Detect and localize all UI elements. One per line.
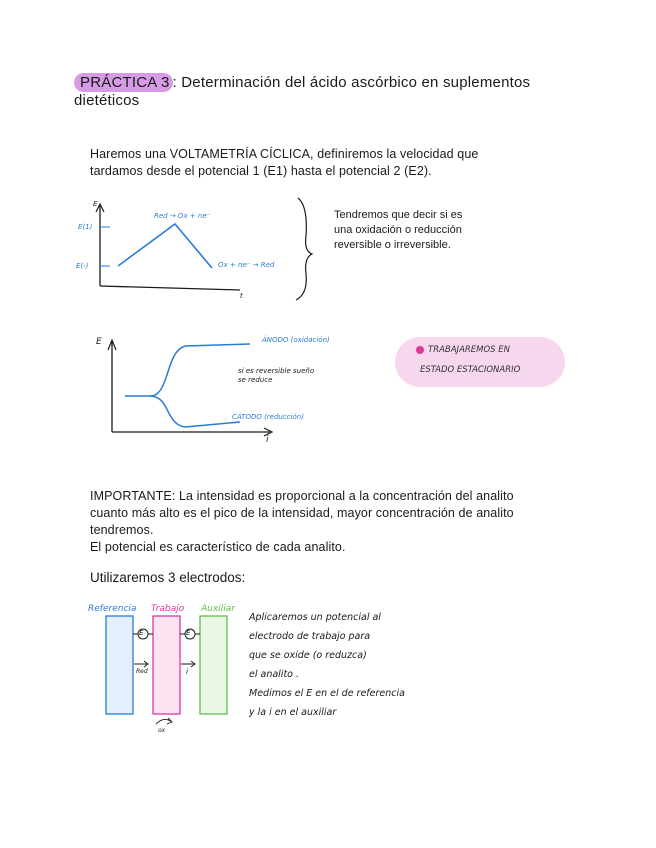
note-line: que se oxide (o reduzca) (249, 650, 367, 661)
current-arrow-icon (181, 661, 195, 667)
title-highlight: PRÁCTICA 3 (74, 73, 173, 92)
electrode-label-auxiliary: Auxiliar (201, 604, 235, 614)
working-electrode (153, 616, 180, 714)
y-axis-label: E (93, 200, 98, 208)
red-arrow-icon (134, 661, 148, 667)
electrodes-diagram (100, 612, 240, 742)
note-line: Aplicaremos un potencial al (249, 612, 381, 623)
note-line: Medimos el E en el de referencia (249, 688, 405, 699)
brace (296, 198, 312, 300)
callout-text: TRABAJAREMOS EN (428, 345, 511, 355)
note-line: se reduce (238, 376, 273, 384)
ox-arrow-icon (156, 718, 172, 724)
intro-paragraph (90, 146, 570, 180)
peak-label: Red → Ox + ne⁻ (154, 212, 211, 220)
note-line: si es reversible sueño (238, 367, 315, 375)
reference-electrode (106, 616, 133, 714)
y-axis-label: E (96, 337, 102, 347)
intro-line: tardamos desde el potencial 1 (E1) hasta el potencial 2 (E2). (90, 164, 432, 178)
note-line: una oxidación o reducción (334, 224, 462, 236)
x-axis-label: t (240, 292, 243, 300)
electrodes-heading: Utilizaremos 3 electrodos: (90, 570, 246, 585)
ox-symbol: ox (158, 727, 166, 734)
important-line: El potencial es característico de cada analito. (90, 540, 346, 554)
bullet-dot (416, 346, 424, 354)
x-axis-label: i (266, 435, 269, 445)
e2-label: E(-) (76, 262, 89, 270)
note-line: Tendremos que decir si es (334, 209, 463, 221)
electrode-label-working: Trabajo (151, 604, 185, 614)
reversibility-note (334, 208, 534, 253)
auxiliary-electrode (200, 616, 227, 714)
reversible-note (238, 367, 314, 385)
e1-label: E(1) (78, 223, 93, 231)
intro-line: Haremos una VOLTAMETRÍA CÍCLICA, definiremos la velocidad que (90, 147, 479, 161)
title-rest: : Determinación del ácido ascórbico en suplementos (172, 74, 531, 91)
anode-curve (125, 344, 250, 396)
important-line: cuanto más alto es el pico de la intensidad, mayor concentración de analito (90, 506, 514, 520)
sweep-line (118, 224, 212, 268)
title-line2: dietéticos (74, 92, 140, 109)
voltmeter-symbol: E (139, 629, 144, 637)
note-line: el analito . (249, 669, 300, 680)
anode-label: ÁNODO (oxidación) (262, 336, 330, 344)
note-line: y la i en el auxiliar (249, 707, 337, 718)
cathode-label: CÁTODO (reducción) (232, 413, 304, 421)
potential-current-diagram (100, 332, 370, 442)
electrode-note (249, 608, 469, 722)
cathode-curve (150, 396, 240, 427)
red-symbol: Red (136, 668, 148, 675)
electrode-label-reference: Referencia (88, 604, 137, 614)
important-line: IMPORTANTE: La intensidad es proporcional a la concentración del analito (90, 489, 514, 503)
page-title (74, 74, 614, 110)
callout-line2: ESTADO ESTACIONARIO (420, 365, 521, 375)
end-label: Ox + ne⁻ → Red (218, 261, 275, 269)
x-axis (100, 286, 240, 290)
ammeter-symbol: E (186, 629, 191, 637)
important-paragraph (90, 488, 610, 556)
note-line: reversible o irreversible. (334, 239, 451, 251)
important-line: tendremos. (90, 523, 154, 537)
current-symbol: i (186, 668, 188, 676)
note-line: electrodo de trabajo para (249, 631, 371, 642)
